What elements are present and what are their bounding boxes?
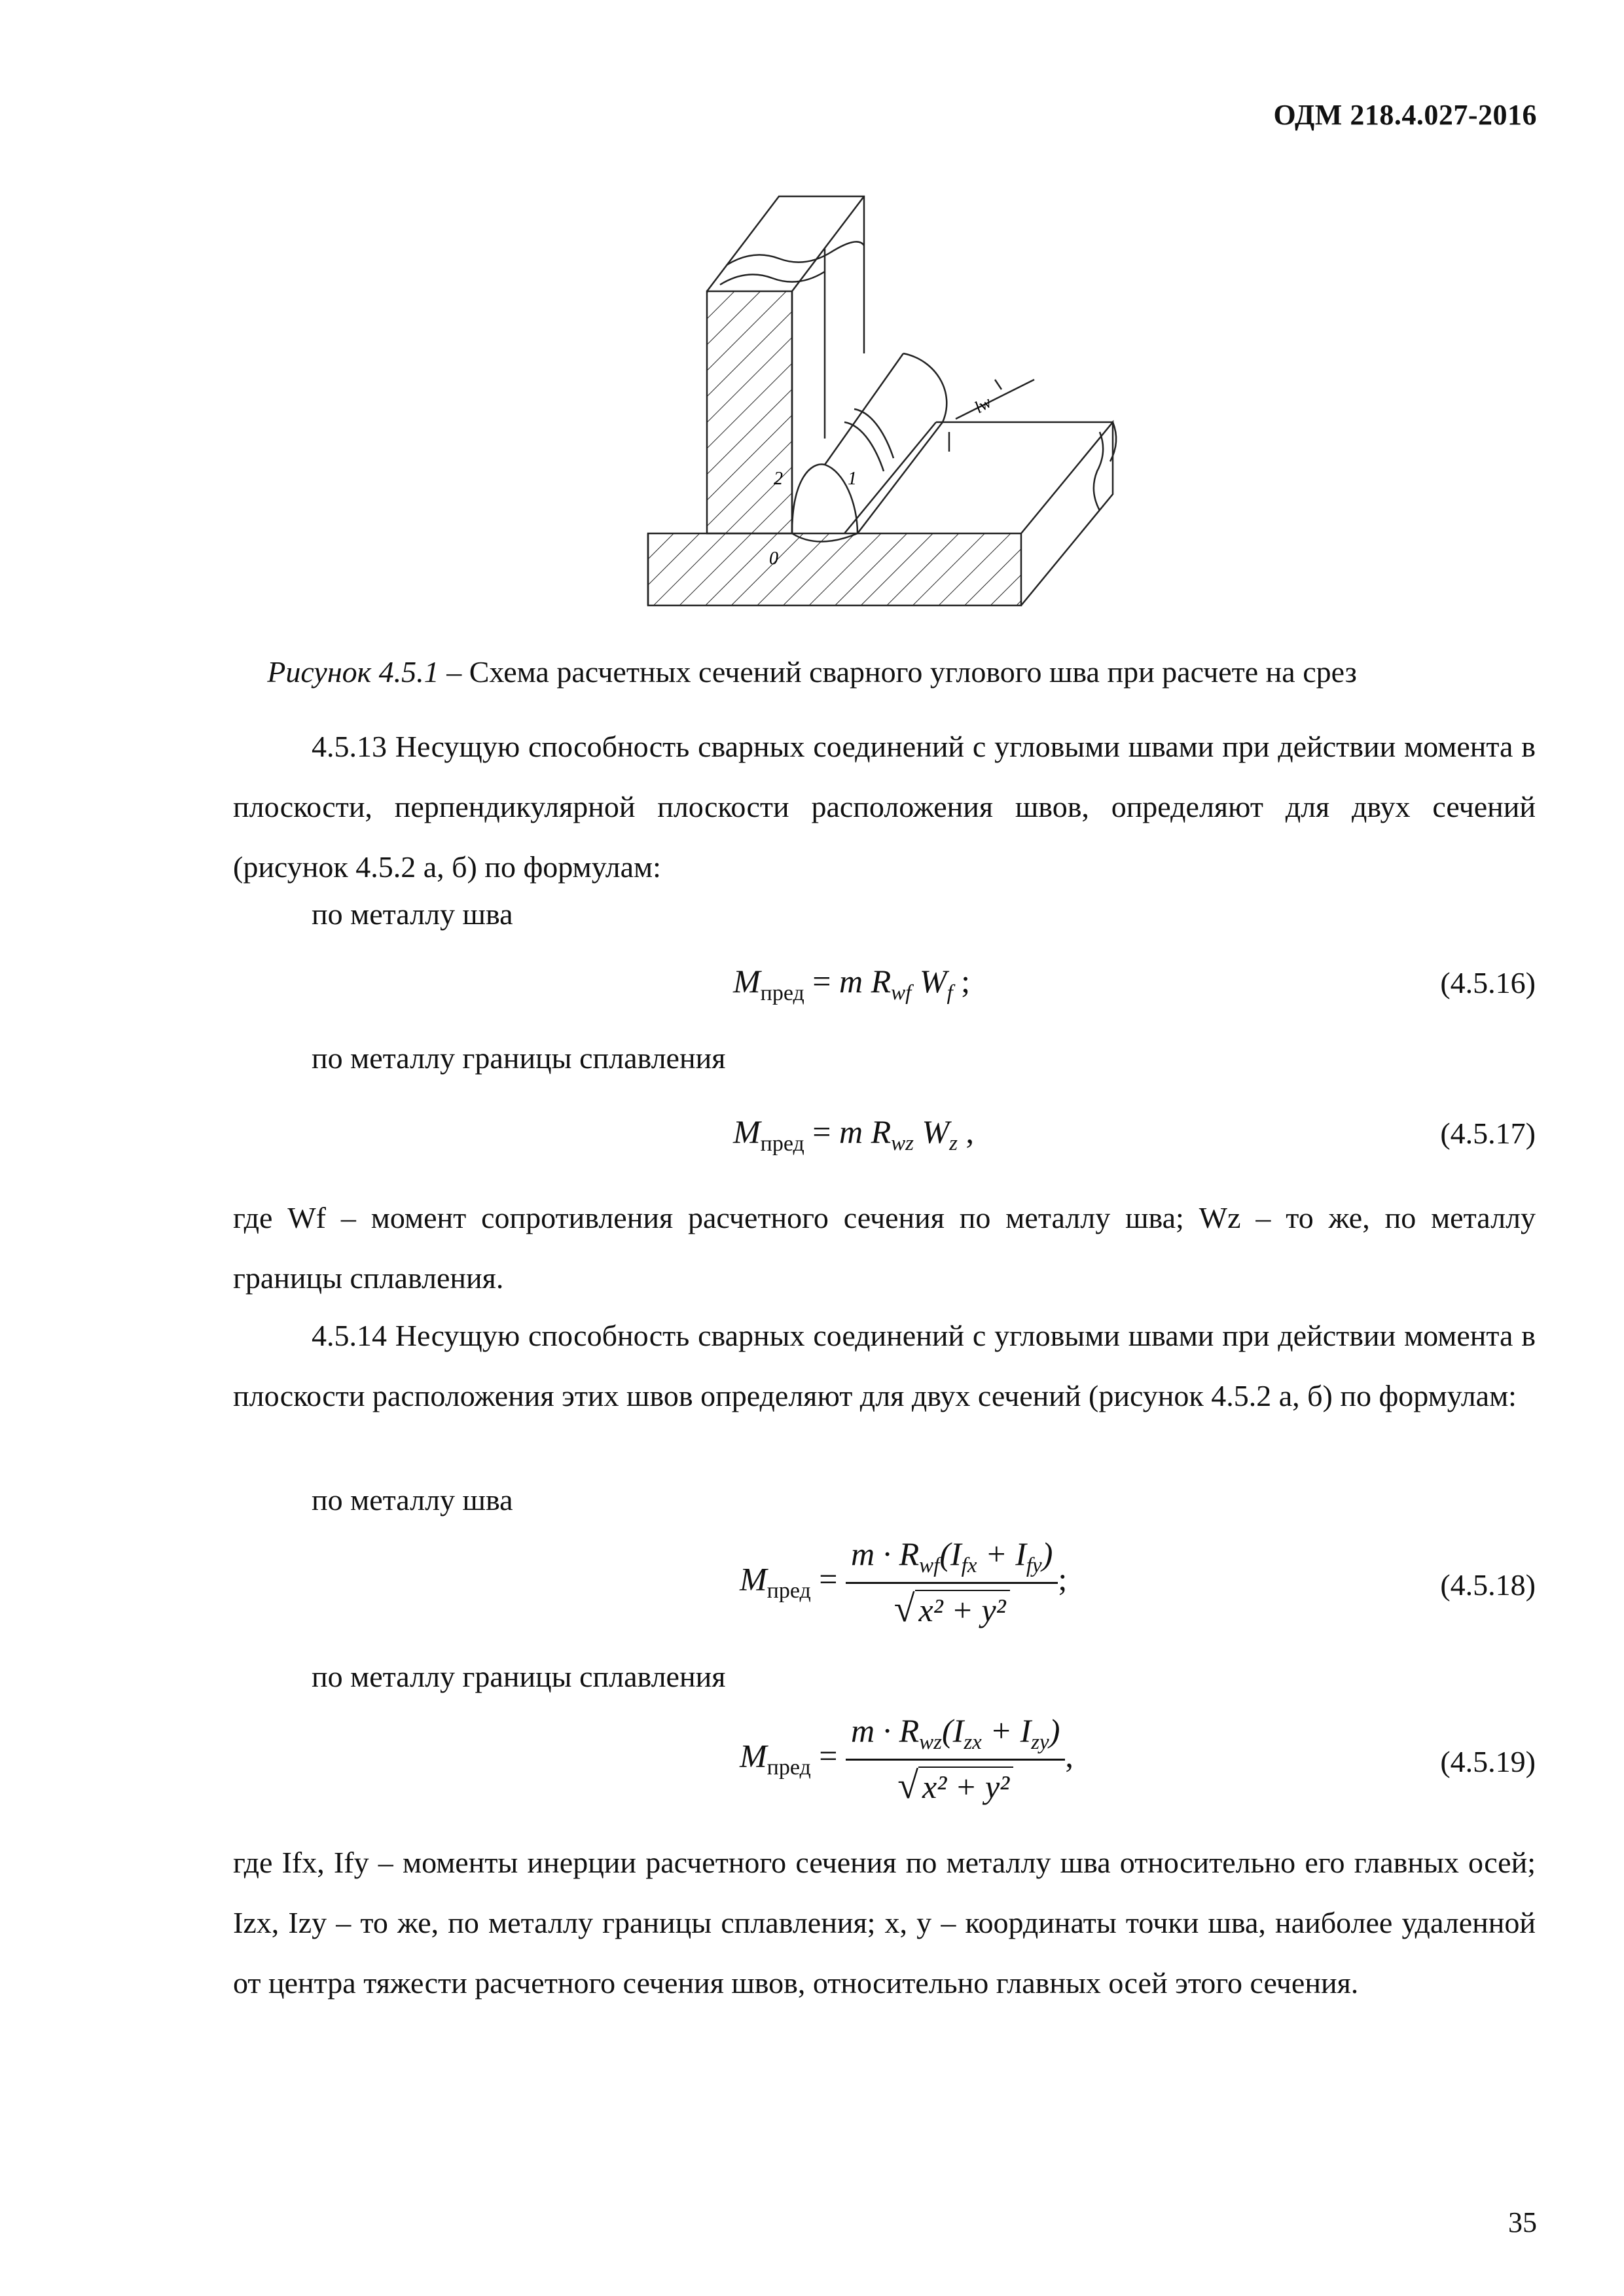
figure-lines: [648, 196, 1116, 605]
fraction-4-5-19: $\frac{m \cdot R_{wz}(I_{zx} + I_{zy})}{\text{√ x² + y²}}$: [846, 1712, 1065, 1807]
label-weld-metal-2: по металлу шва: [312, 1483, 513, 1516]
figure-caption: [0, 655, 1624, 689]
label-weld-metal-1: по металлу шва: [312, 897, 513, 931]
base-plate-section: [648, 533, 1021, 605]
vertical-plate-section: [707, 291, 792, 533]
equation-number-4-5-16: (4.5.16): [1440, 966, 1536, 999]
paragraph-where-wf: где Wf – момент сопротивления расчетного сечения по металлу шва; Wz – то же, по металлу границы сплавления.: [233, 1201, 1536, 1295]
formula-4-5-19: $M_{пред}$ = $\frac{m \cdot R_{wz}(I_{zx} + I_{zy})}{\text{√ x² + y²}}$ ,: [740, 1712, 1074, 1806]
formula-4-5-17: $M_{пред} = m$ $R_{wz}$ $W_z$ ,: [733, 1113, 975, 1156]
weld-section-figure: [628, 164, 1152, 641]
paragraph-4-5-14: 4.5.14 Несущую способность сварных соединений с угловыми швами при действии момента в плоскости расположения этих швов определяют для двух сечений (рисунок 4.5.2 а, б) по формулам:: [233, 1319, 1536, 1412]
label-fusion-boundary-1: по металлу границы сплавления: [312, 1041, 726, 1075]
formula-4-5-16: $M_{пред} = m$ $R_{wf}$ $W_f$ ;: [733, 963, 971, 1005]
figure-label-1: 1: [848, 469, 857, 489]
page-number: 35: [1508, 2206, 1537, 2238]
formula-4-5-18: $M_{пред}$ = $\frac{m \cdot R_{wf}(I_{fx} + I_{fy})}{\text{√ x² + y²}}$ ;: [740, 1535, 1068, 1630]
figure-caption-label: Рисунок 4.5.1: [267, 655, 439, 689]
document-code: ОДМ 218.4.027-2016: [1273, 99, 1537, 131]
figure-caption-dash: –: [439, 655, 469, 689]
fraction-4-5-18: $\frac{m \cdot R_{wf}(I_{fx} + I_{fy})}{\text{√ x² + y²}}$: [846, 1535, 1058, 1630]
figure-label-0: 0: [769, 548, 778, 569]
label-fusion-boundary-2: по металлу границы сплавления: [312, 1660, 726, 1693]
equation-number-4-5-17: (4.5.17): [1440, 1117, 1536, 1150]
paragraph-where-ifx: где Ifx, Ify – моменты инерции расчетного сечения по металлу шва относительно его главных осей; Izx, Izy – то же, по металлу границы сплавления; x, y – координаты точки шва, наиболее удаленной от центра тяжести расчетного сечения швов, относительно главных осей этого сечения.: [233, 1846, 1536, 2000]
figure-label-lw: lw: [971, 392, 995, 418]
weld-end-arc: [903, 353, 947, 422]
equation-number-4-5-19: (4.5.19): [1440, 1745, 1536, 1778]
figure-label-2: 2: [774, 469, 783, 489]
figure-caption-text: Схема расчетных сечений сварного углового шва при расчете на срез: [469, 655, 1357, 689]
paragraph-4-5-13: 4.5.13 Несущую способность сварных соединений с угловыми швами при действии момента в плоскости, перпендикулярной плоскости расположения швов, определяют для двух сечений (рисунок 4.5.2 а, б) по формулам:: [233, 730, 1536, 884]
equation-number-4-5-18: (4.5.18): [1440, 1568, 1536, 1602]
